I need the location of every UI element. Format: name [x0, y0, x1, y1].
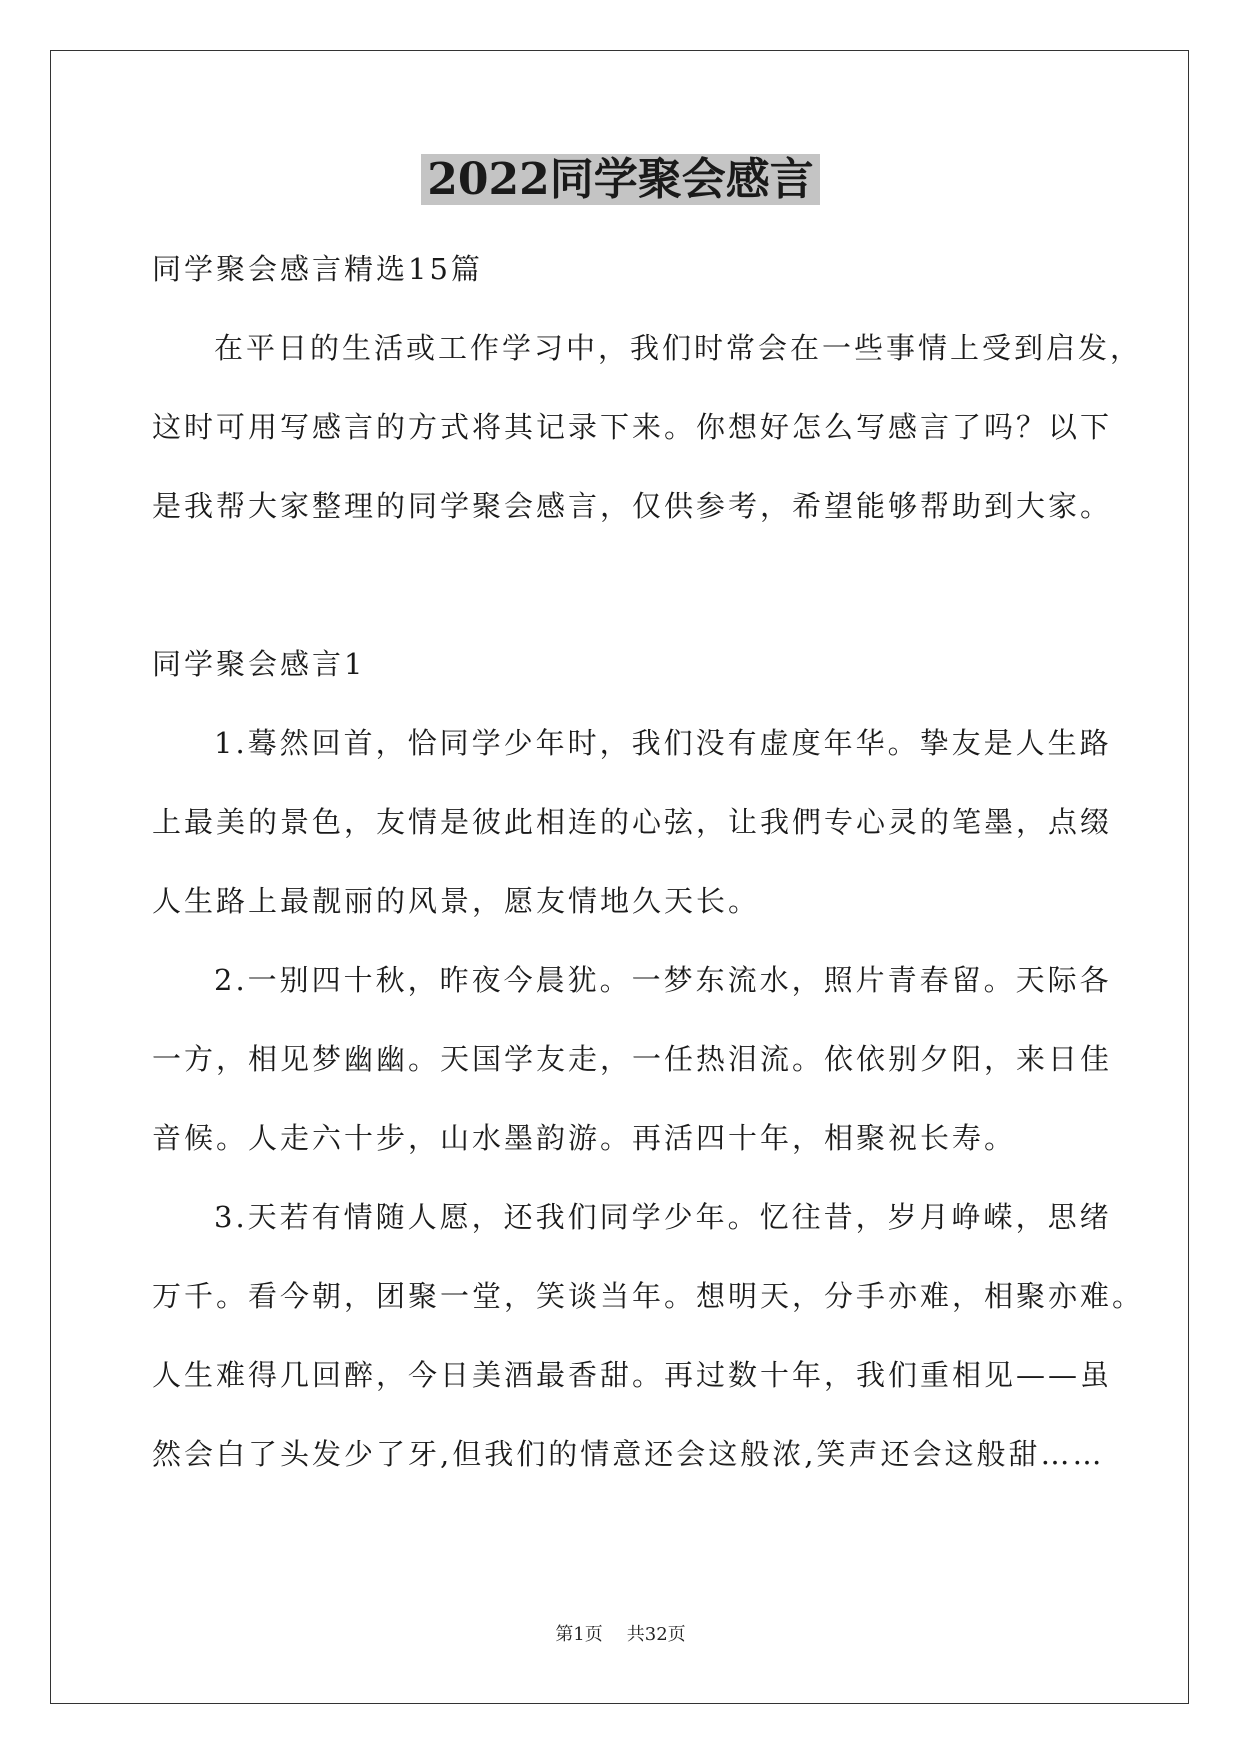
- document-title-text: 2022同学聚会感言: [421, 154, 819, 205]
- item-3-line: 3.天若有情随人愿，还我们同学少年。忆往昔，岁月峥嵘，思绪: [214, 1200, 1112, 1234]
- intro-line: 在平日的生活或工作学习中，我们时常会在一些事情上受到启发，: [214, 331, 1143, 365]
- item-1-line: 上最美的景色，友情是彼此相连的心弦，让我們专心灵的笔墨，点缀: [152, 805, 1113, 839]
- page-footer: [0, 1620, 1241, 1646]
- item-1-line: 1.蓦然回首，恰同学少年时，我们没有虚度年华。挚友是人生路: [214, 726, 1112, 760]
- page-total: 共32页: [626, 1624, 686, 1645]
- item-2-line: 2.一别四十秋，昨夜今晨犹。一梦东流水，照片青春留。天际各: [214, 963, 1112, 997]
- item-2-line: 音候。人走六十步，山水墨韵游。再活四十年，相聚祝长寿。: [152, 1121, 1017, 1155]
- document-body: [152, 230, 1145, 1494]
- item-3-line: 然会白了头发少了牙,但我们的情意还会这般浓,笑声还会这般甜……: [152, 1437, 1105, 1471]
- document-subtitle: 同学聚会感言精选15篇: [152, 252, 483, 286]
- document-title: [0, 150, 1241, 210]
- item-2-line: 一方，相见梦幽幽。天国学友走，一任热泪流。依依别夕阳，来日佳: [152, 1042, 1113, 1076]
- item-1-line: 人生路上最靓丽的风景，愿友情地久天长。: [152, 884, 761, 918]
- item-3-line: 万千。看今朝，团聚一堂，笑谈当年。想明天，分手亦难，相聚亦难。: [152, 1279, 1145, 1313]
- paragraph-spacer: [152, 546, 1092, 625]
- intro-line: 是我帮大家整理的同学聚会感言，仅供参考，希望能够帮助到大家。: [152, 489, 1113, 523]
- page-number: 第1页: [555, 1624, 603, 1645]
- section-heading: 同学聚会感言1: [152, 647, 366, 681]
- item-3-line: 人生难得几回醉，今日美酒最香甜。再过数十年，我们重相见——虽: [152, 1358, 1113, 1392]
- intro-line: 这时可用写感言的方式将其记录下来。你想好怎么写感言了吗？以下: [152, 410, 1113, 444]
